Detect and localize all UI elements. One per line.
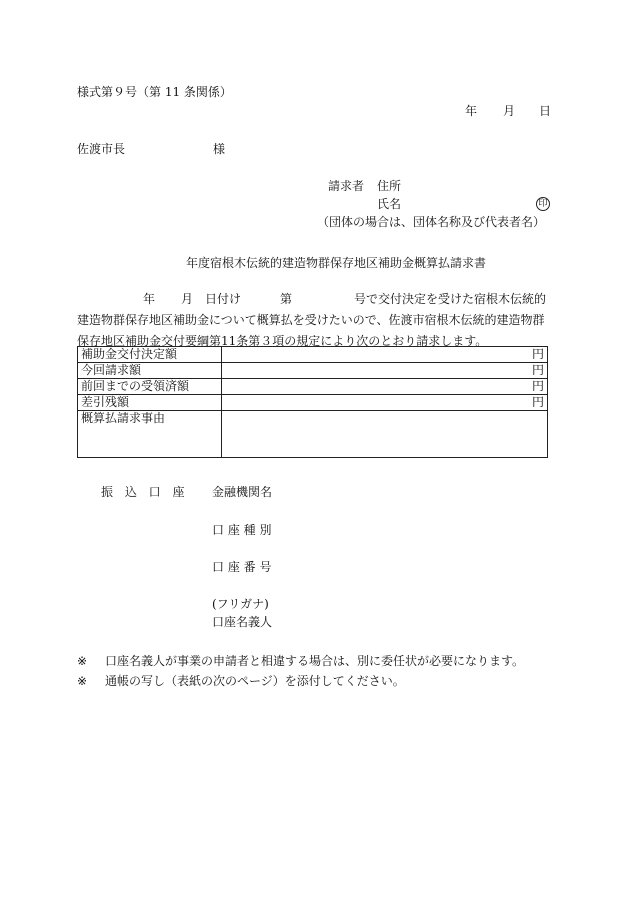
reason-field[interactable] — [222, 411, 548, 458]
body-line-2: 建造物群保存地区補助金について概算払を受けたいので、佐渡市宿根木伝統的建造物群 — [77, 313, 545, 327]
row-amount-field[interactable]: 円 — [222, 347, 548, 363]
row-label: 前回までの受領済額 — [78, 379, 222, 395]
account-type-label: 口 座 種 別 — [212, 523, 272, 537]
table-row — [78, 363, 548, 379]
body-paragraph — [77, 289, 552, 352]
account-number-label: 口 座 番 号 — [212, 560, 272, 574]
bank-section-label: 振 込 口 座 — [101, 485, 189, 499]
table-row — [78, 347, 548, 363]
row-amount-field[interactable]: 円 — [222, 363, 548, 379]
claimant-label: 請求者 — [328, 179, 365, 193]
body-dated-label: 日付け — [205, 292, 242, 306]
body-month-label: 月 — [181, 292, 194, 306]
table-row — [78, 395, 548, 411]
body-line-1 — [77, 289, 552, 310]
date-month-label: 月 — [503, 104, 516, 118]
addressee-honorific: 様 — [213, 142, 226, 156]
reason-label: 概算払請求事由 — [78, 411, 222, 458]
body-line-3: 保存地区補助金交付要綱第11条第３項の規定により次のとおり請求します。 — [77, 334, 488, 348]
row-amount-field[interactable]: 円 — [222, 379, 548, 395]
form-number: 様式第９号（第 11 条関係） — [77, 85, 232, 99]
row-label: 差引残額 — [78, 395, 222, 411]
body-year-label: 年 — [143, 292, 156, 306]
table-row — [78, 411, 548, 458]
seal-mark: 印 — [536, 197, 550, 211]
address-label: 住所 — [377, 179, 402, 193]
institution-label: 金融機関名 — [212, 485, 273, 499]
note-text: 口座名義人が事業の申請者と相違する場合は、別に委任状が必要になります。 — [105, 654, 525, 668]
group-note: （団体の場合は、団体名称及び代表者名） — [317, 215, 546, 229]
body-line-1-rest: 号で交付決定を受けた宿根木伝統的 — [354, 292, 547, 306]
row-amount-field[interactable]: 円 — [222, 395, 548, 411]
body-number-prefix: 第 — [280, 292, 293, 306]
note-mark: ※ — [77, 654, 88, 668]
addressee-title: 佐渡市長 — [77, 142, 126, 156]
document-title: 年度宿根木伝統的建造物群保存地区補助金概算払請求書 — [186, 256, 487, 270]
date-year-label: 年 — [465, 104, 478, 118]
note-text: 通帳の写し（表紙の次のページ）を添付してください。 — [105, 674, 405, 688]
row-label: 補助金交付決定額 — [78, 347, 222, 363]
name-label: 氏名 — [377, 197, 402, 211]
row-label: 今回請求額 — [78, 363, 222, 379]
date-day-label: 日 — [539, 104, 552, 118]
furigana-label: (フリガナ) — [212, 597, 269, 611]
account-holder-label: 口座名義人 — [212, 615, 273, 629]
note-mark: ※ — [77, 674, 88, 688]
table-row — [78, 379, 548, 395]
amount-table — [77, 346, 548, 458]
